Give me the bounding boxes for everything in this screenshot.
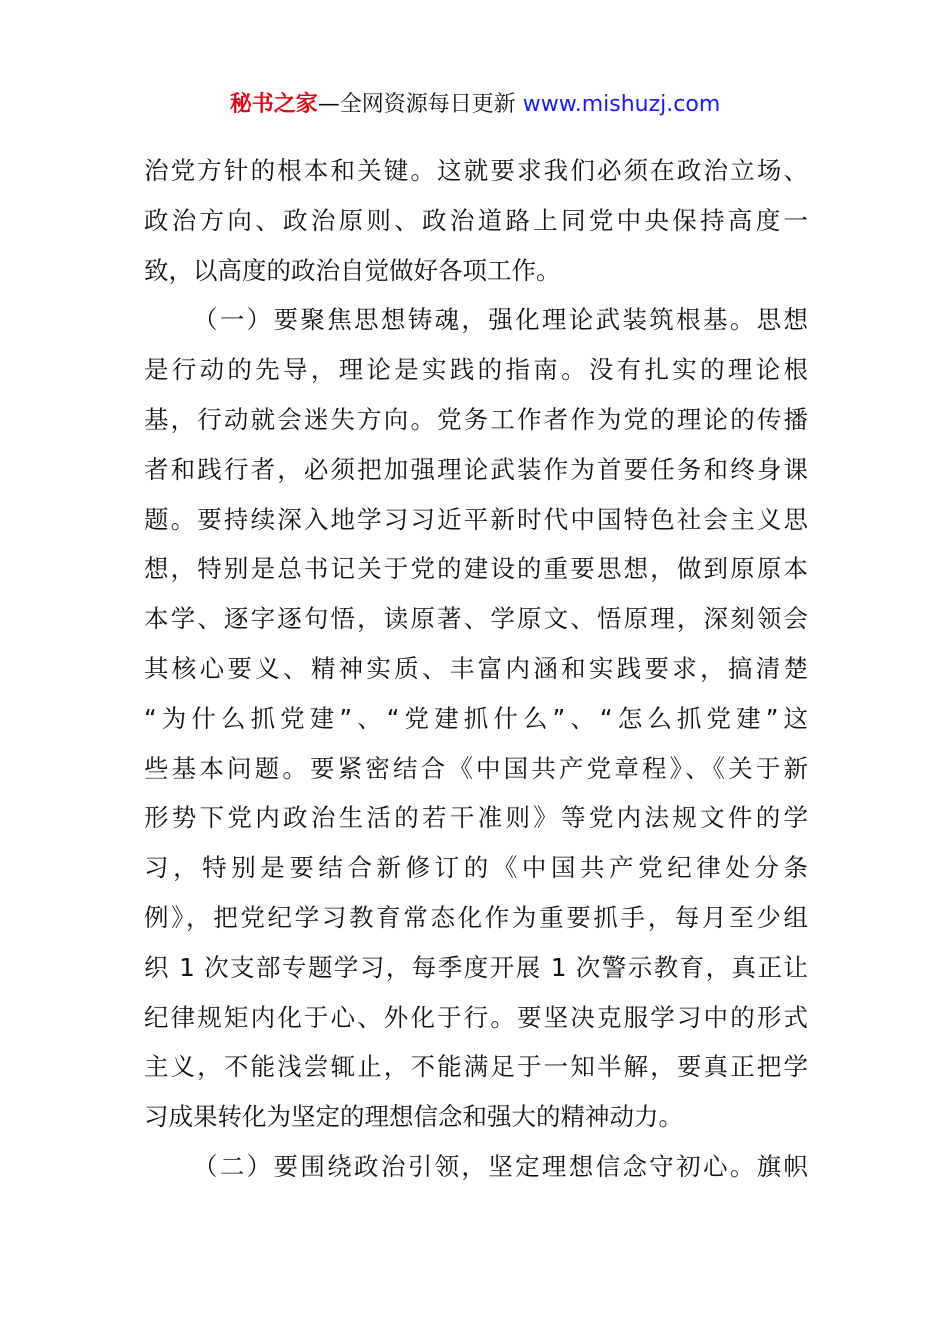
text-line: 想，特别是总书记关于党的建设的重要思想，做到原原本: [144, 554, 808, 584]
text-line: 习成果转化为坚定的理想信念和强大的精神动力。: [144, 1102, 683, 1132]
document-body: [144, 146, 808, 1192]
text-line: 例》，把党纪学习教育常态化作为重要抓手，每月至少组: [144, 902, 808, 932]
text-line: 纪律规矩内化于心、外化于行。要坚决克服学习中的形式: [144, 1002, 808, 1032]
text-line: 其核心要义、精神实质、丰富内涵和实践要求，搞清楚: [144, 653, 808, 683]
brand-name: 秘书之家: [229, 92, 318, 117]
paragraph-2-heading-line: （二）要围绕政治引领，坚定理想信念守初心。旗帜: [193, 1151, 808, 1181]
text-line: 主义，不能浅尝辄止，不能满足于一知半解，要真正把学: [144, 1052, 808, 1082]
header-tagline: —全网资源每日更新: [317, 92, 523, 117]
text-line: 织 1 次支部专题学习，每季度开展 1 次警示教育，真正让: [144, 952, 808, 982]
text-line: 习，特别是要结合新修订的《中国共产党纪律处分条: [144, 853, 808, 883]
text-line: 致，以高度的政治自觉做好各项工作。: [144, 255, 561, 285]
text-line: 基，行动就会迷失方向。党务工作者作为党的理论的传播: [144, 404, 808, 434]
text-line: 政治方向、政治原则、政治道路上同党中央保持高度一: [144, 205, 808, 235]
text-line: 形势下党内政治生活的若干准则》等党内法规文件的学: [144, 803, 808, 833]
text-line: 治党方针的根本和关键。这就要求我们必须在政治立场、: [144, 156, 808, 185]
site-url: www.mishuzj.com: [522, 92, 721, 117]
text-line: 者和践行者，必须把加强理论武装作为首要任务和终身课: [144, 454, 808, 484]
text-line: 是行动的先导，理论是实践的指南。没有扎实的理论根: [144, 355, 808, 385]
text-line: 些基本问题。要紧密结合《中国共产党章程》、《关于新: [144, 753, 808, 783]
paragraph-1-heading-line: （一）要聚焦思想铸魂，强化理论武装筑根基。思想: [193, 305, 808, 335]
text-line: “为什么抓党建”、“党建抓什么”、“怎么抓党建”这: [144, 703, 808, 733]
text-line: 本学、逐字逐句悟，读原著、学原文、悟原理，深刻领会: [144, 604, 808, 634]
page-header: [0, 88, 950, 122]
text-line: 题。要持续深入地学习习近平新时代中国特色社会主义思: [144, 504, 808, 534]
